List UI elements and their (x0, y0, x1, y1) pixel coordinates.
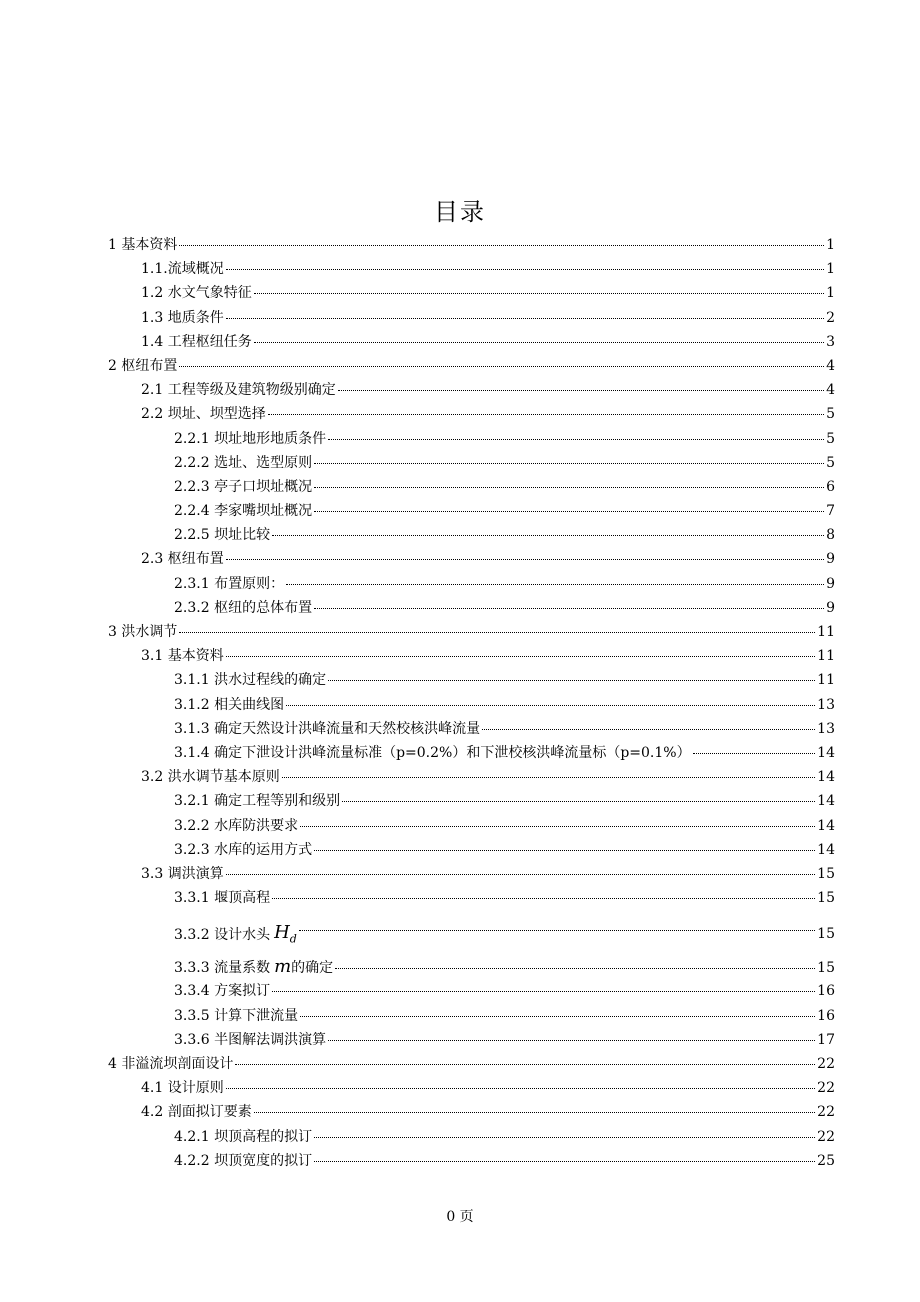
toc-entry[interactable] (108, 1077, 835, 1101)
toc-entry-page: 14 (817, 793, 835, 810)
toc-entry-page: 6 (826, 478, 835, 495)
toc-entry-page: 13 (817, 696, 835, 713)
toc-entry[interactable] (108, 815, 835, 839)
toc-leader-dots (226, 318, 824, 319)
toc-entry-title: 3.2.3 水库的运用方式 (174, 841, 313, 858)
toc-entry-page: 15 (817, 960, 835, 977)
toc-entry-page: 9 (826, 551, 835, 568)
toc-entry[interactable] (108, 258, 835, 282)
toc-entry-title: 3.3 调洪演算 (141, 865, 224, 882)
toc-entry-title: 3.1.1 洪水过程线的确定 (174, 672, 327, 689)
toc-entry[interactable] (108, 1005, 835, 1029)
toc-leader-dots (328, 1040, 815, 1041)
toc-entry[interactable] (108, 282, 835, 306)
toc-entry-title: 2 枢纽布置 (108, 357, 178, 374)
toc-leader-dots (179, 245, 824, 246)
toc-list (108, 234, 835, 1174)
toc-entry-title: 1.2 水文气象特征 (141, 285, 252, 302)
toc-leader-dots (335, 968, 815, 969)
toc-leader-dots (226, 559, 824, 560)
toc-entry-page: 22 (817, 1080, 835, 1097)
toc-leader-dots (179, 632, 815, 633)
toc-entry-page: 13 (817, 720, 835, 737)
toc-entry-page: 17 (817, 1031, 835, 1048)
toc-entry-title: 1.4 工程枢纽任务 (141, 333, 252, 350)
toc-leader-dots (338, 390, 824, 391)
toc-entry-page: 5 (826, 454, 835, 471)
toc-entry-title: 3.3.6 半图解法调洪演算 (174, 1031, 327, 1048)
toc-entry-title: 3.3.3 流量系数 (174, 960, 271, 977)
toc-entry-page: 14 (817, 841, 835, 858)
toc-entry-page: 9 (826, 599, 835, 616)
toc-entry-page: 16 (817, 1007, 835, 1024)
toc-leader-dots (179, 366, 824, 367)
toc-entry-title: 3.1.4 确定下泄设计洪峰流量标准（p=0.2%）和下泄校核洪峰流量标（p=0.1%） (174, 744, 691, 761)
toc-entry-page: 3 (826, 333, 835, 350)
toc-entry-page: 25 (817, 1152, 835, 1169)
toc-entry-page: 1 (826, 285, 835, 302)
toc-leader-dots (314, 608, 824, 609)
toc-entry[interactable] (108, 911, 835, 956)
toc-title: 目录 (434, 198, 486, 226)
toc-leader-dots (268, 414, 824, 415)
toc-entry-page: 16 (817, 983, 835, 1000)
toc-entry-title: 3.2.1 确定工程等别和级别 (174, 793, 341, 810)
toc-entry-page: 14 (817, 817, 835, 834)
toc-entry-title: 3.2.2 水库防洪要求 (174, 817, 299, 834)
toc-entry-page: 15 (817, 890, 835, 907)
toc-leader-dots (286, 705, 815, 706)
toc-entry-title: 4.2.1 坝顶高程的拟订 (174, 1128, 313, 1145)
toc-entry[interactable] (108, 980, 835, 1004)
toc-entry[interactable] (108, 597, 835, 621)
toc-leader-dots (226, 656, 815, 657)
toc-entry[interactable] (108, 452, 835, 476)
toc-entry-page: 5 (826, 430, 835, 447)
toc-entry-page: 5 (826, 406, 835, 423)
toc-entry[interactable] (108, 1101, 835, 1125)
toc-leader-dots (314, 1161, 815, 1162)
toc-entry-page: 4 (826, 382, 835, 399)
toc-entry-title: 3.1.2 相关曲线图 (174, 696, 285, 713)
toc-entry-page: 9 (826, 575, 835, 592)
toc-entry[interactable] (108, 718, 835, 742)
toc-leader-dots (226, 874, 815, 875)
toc-leader-dots (235, 1064, 815, 1065)
toc-leader-dots (286, 584, 824, 585)
toc-leader-dots (272, 991, 815, 992)
toc-leader-dots (342, 801, 815, 802)
toc-entry[interactable] (108, 234, 835, 258)
toc-entry[interactable] (108, 863, 835, 887)
toc-entry[interactable] (108, 1126, 835, 1150)
page-footer: 0 页 (446, 1209, 474, 1225)
toc-entry[interactable] (108, 790, 835, 814)
toc-entry-page: 1 (826, 237, 835, 253)
toc-entry[interactable] (108, 694, 835, 718)
toc-entry-title: 4.1 设计原则 (141, 1080, 224, 1097)
toc-leader-dots (226, 269, 824, 270)
toc-entry-page: 15 (817, 925, 835, 942)
toc-entry-title: 2.3.2 枢纽的总体布置 (174, 599, 313, 616)
toc-entry[interactable] (108, 669, 835, 693)
toc-entry-math-symbol: $H_d$ (274, 921, 297, 946)
toc-entry[interactable] (108, 766, 835, 790)
toc-entry-title: 2.3.1 布置原则： (174, 575, 285, 592)
toc-entry-page: 14 (817, 769, 835, 786)
toc-entry-title: 4 非溢流坝剖面设计 (108, 1056, 234, 1072)
toc-entry-page: 22 (817, 1104, 835, 1121)
toc-leader-dots (314, 850, 815, 851)
toc-leader-dots (272, 898, 815, 899)
toc-entry-page: 11 (817, 672, 835, 689)
toc-entry-title: 2.2 坝址、坝型选择 (141, 406, 266, 423)
toc-leader-dots (314, 1137, 815, 1138)
toc-entry-page: 11 (817, 624, 835, 640)
toc-entry-page: 4 (826, 357, 835, 374)
toc-leader-dots (300, 1016, 815, 1017)
toc-entry-page: 22 (817, 1128, 835, 1145)
toc-entry-title: 1.1.流域概况 (141, 261, 224, 278)
toc-entry[interactable] (108, 645, 835, 669)
toc-leader-dots (254, 1112, 815, 1113)
toc-entry-page: 22 (817, 1056, 835, 1072)
toc-entry[interactable] (108, 379, 835, 403)
toc-entry-title: 2.2.1 坝址地形地质条件 (174, 430, 327, 447)
toc-leader-dots (272, 535, 824, 536)
toc-entry-title: 3.3.5 计算下泄流量 (174, 1007, 299, 1024)
toc-entry-page: 15 (817, 865, 835, 882)
toc-entry[interactable] (108, 1029, 835, 1053)
toc-entry[interactable] (108, 476, 835, 500)
toc-leader-dots (226, 1088, 815, 1089)
toc-entry-title: 4.2 剖面拟订要素 (141, 1104, 252, 1121)
toc-entry[interactable] (108, 403, 835, 427)
toc-entry-math-symbol: m (274, 956, 292, 978)
toc-leader-dots (314, 487, 824, 488)
toc-entry[interactable] (108, 307, 835, 331)
toc-entry[interactable] (108, 1053, 835, 1077)
toc-entry-title: 3.3.4 方案拟订 (174, 983, 271, 1000)
toc-entry[interactable] (108, 355, 835, 379)
toc-entry[interactable] (108, 428, 835, 452)
toc-entry-page: 2 (826, 309, 835, 326)
toc-entry-title: 2.2.3 亭子口坝址概况 (174, 478, 313, 495)
toc-entry-page: 7 (826, 503, 835, 520)
toc-entry[interactable] (108, 573, 835, 597)
toc-entry-title: 3.3.2 设计水头 (174, 926, 271, 943)
toc-entry-title: 3.2 洪水调节基本原则 (141, 769, 280, 786)
toc-entry[interactable] (108, 500, 835, 524)
toc-leader-dots (300, 826, 815, 827)
toc-entry-title: 3.1 基本资料 (141, 648, 224, 665)
toc-entry-title: 2.1 工程等级及建筑物级别确定 (141, 382, 336, 399)
toc-leader-dots (314, 511, 824, 512)
toc-leader-dots (254, 293, 824, 294)
toc-entry-page: 1 (826, 261, 835, 278)
toc-entry-title: 3.3.1 堰顶高程 (174, 890, 271, 907)
toc-leader-dots (328, 439, 824, 440)
toc-entry-title: 1 基本资料 (108, 237, 178, 253)
toc-leader-dots (328, 680, 815, 681)
toc-entry[interactable] (108, 1150, 835, 1174)
toc-entry-title-suffix: 的确定 (291, 960, 334, 977)
toc-entry-page: 14 (817, 744, 835, 761)
toc-entry-title: 2.2.4 李家嘴坝址概况 (174, 503, 313, 520)
toc-entry-page: 11 (817, 648, 835, 665)
toc-entry-title: 1.3 地质条件 (141, 309, 224, 326)
toc-entry[interactable] (108, 839, 835, 863)
toc-entry[interactable] (108, 548, 835, 572)
toc-entry[interactable] (108, 524, 835, 548)
toc-leader-dots (693, 753, 816, 754)
toc-leader-dots (254, 342, 824, 343)
toc-entry-title: 2.2.2 选址、选型原则 (174, 454, 313, 471)
toc-entry[interactable] (108, 956, 835, 980)
toc-entry-page: 8 (826, 527, 835, 544)
toc-entry[interactable] (108, 331, 835, 355)
toc-entry-title: 2.2.5 坝址比较 (174, 527, 271, 544)
toc-leader-dots (282, 777, 815, 778)
toc-entry-title: 2.3 枢纽布置 (141, 551, 224, 568)
toc-entry-title: 3 洪水调节 (108, 624, 178, 640)
toc-entry[interactable] (108, 621, 835, 645)
toc-entry[interactable] (108, 742, 835, 766)
toc-leader-dots (299, 930, 815, 931)
toc-leader-dots (482, 729, 815, 730)
toc-entry-title: 3.1.3 确定天然设计洪峰流量和天然校核洪峰流量 (174, 720, 481, 737)
toc-entry[interactable] (108, 887, 835, 911)
toc-entry-title: 4.2.2 坝顶宽度的拟订 (174, 1152, 313, 1169)
toc-leader-dots (314, 463, 824, 464)
